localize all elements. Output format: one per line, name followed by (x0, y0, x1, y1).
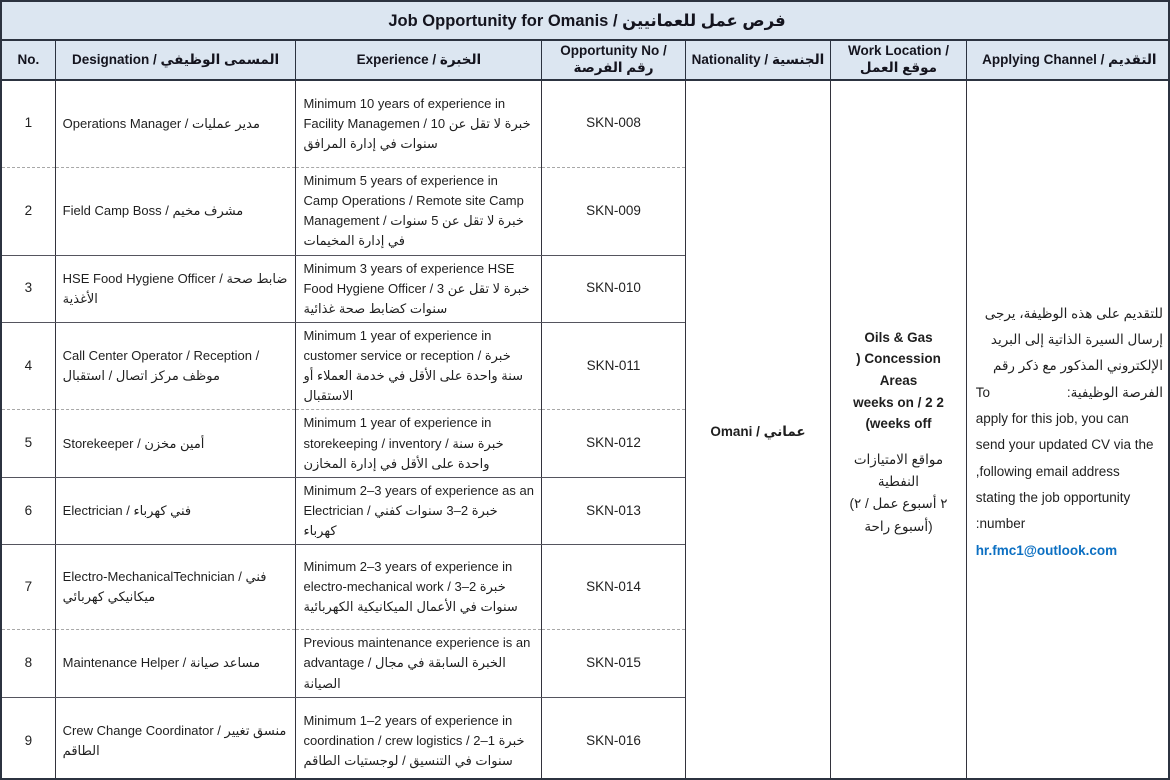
designation-cell: Call Center Operator / Reception / موظف مركز اتصال / استقبال (55, 322, 296, 410)
header-row (2, 40, 1170, 80)
work-location-line: ) Concession Areas (856, 351, 941, 389)
opportunity-no-cell: SKN-015 (542, 630, 685, 697)
experience-cell: Previous maintenance experience is an advantage / الخبرة السابقة في مجال الصيانة (296, 630, 542, 697)
applying-channel-line: إرسال السيرة الذاتية إلى البريد (990, 332, 1163, 348)
work-location-line: مواقع الامتيازات النفطية (853, 451, 944, 490)
designation-cell: Crew Change Coordinator / منسق تغيير الطاقم (55, 697, 296, 780)
experience-cell: Minimum 10 years of experience in Facility Managemen / خبرة لا تقل عن 10 سنوات في إدارة المرافق (296, 80, 542, 167)
row-number: 5 (2, 410, 55, 477)
applying-channel-line: :number (975, 516, 1026, 532)
applying-channel-line: ,following email address (975, 463, 1120, 479)
experience-cell: Minimum 5 years of experience in Camp Operations / Remote site Camp Management / خبرة لا تقل عن 5 سنوات في إدارة المخيمات (296, 167, 542, 255)
header-designation: Designation / المسمى الوظيفي (55, 40, 296, 80)
designation-cell: Operations Manager / مدير عمليات (55, 80, 296, 167)
work-location-arabic (838, 449, 958, 538)
row-number: 6 (2, 477, 55, 544)
nationality-cell: Omani / عماني (685, 80, 830, 780)
designation-cell: Electrician / فني كهرباء (55, 477, 296, 544)
experience-cell: Minimum 3 years of experience HSE Food Hygiene Officer / خبرة لا تقل عن 3 سنوات كضابط صحة غذائية (296, 255, 542, 322)
applying-channel-line (976, 380, 1163, 406)
applying-channel-line: للتقديم على هذه الوظيفة، يرجى (984, 305, 1163, 321)
opportunity-no-cell: SKN-009 (542, 167, 685, 255)
applying-channel-text: الفرصة الوظيفية: (1066, 384, 1163, 400)
applying-channel-line: الإلكتروني المذكور مع ذكر رقم (992, 358, 1163, 374)
application-email-link[interactable]: hr.fmc1@outlook.com (975, 542, 1118, 558)
applying-channel-line: stating the job opportunity (975, 490, 1131, 505)
opportunity-no-cell: SKN-011 (542, 322, 685, 410)
header-nationality: Nationality / الجنسية (685, 40, 830, 80)
applying-channel-line: send your updated CV via the (975, 437, 1154, 453)
designation-cell: Maintenance Helper / مساعد صيانة (55, 630, 296, 697)
experience-cell: Minimum 1 year of experience in customer service or reception / خبرة سنة واحدة على الأقل في خدمة العملاء أو الاستقبال (296, 322, 542, 410)
applying-channel-line: apply for this job, you can (975, 411, 1129, 427)
header-no: No. (2, 40, 55, 80)
work-location-english (838, 327, 958, 435)
header-experience: Experience / الخبرة (296, 40, 542, 80)
page-title: Job Opportunity for Omanis / فرص عمل للعمانيين (2, 2, 1170, 40)
experience-cell: Minimum 2–3 years of experience as an Electrician / خبرة 2–3 سنوات كفني كهرباء (296, 477, 542, 544)
table-row (2, 80, 1170, 167)
row-number: 9 (2, 697, 55, 780)
applying-channel-text: To (975, 384, 990, 400)
opportunity-no-cell: SKN-013 (542, 477, 685, 544)
experience-cell: Minimum 2–3 years of experience in electro-mechanical work / خبرة 2–3 سنوات في الأعمال الميكانيكية الكهربائية (296, 545, 542, 630)
row-number: 2 (2, 167, 55, 255)
header-applying-channel: Applying Channel / التقديم (966, 40, 1170, 80)
experience-cell: Minimum 1–2 years of experience in coordination / crew logistics / خبرة 1–2 سنوات في التنسيق / لوجستيات الطاقم (296, 697, 542, 780)
row-number: 1 (2, 80, 55, 167)
applying-channel-cell (966, 80, 1170, 780)
work-location-line: (٢ أسبوع عمل / ٢ (849, 496, 948, 512)
designation-cell: HSE Food Hygiene Officer / ضابط صحة الأغذية (55, 255, 296, 322)
row-number: 8 (2, 630, 55, 697)
experience-cell: Minimum 1 year of experience in storekeeping / inventory / خبرة سنة واحدة على الأقل في إدارة المخازن (296, 410, 542, 477)
header-opportunity-no: Opportunity No / رقم الفرصة (542, 40, 685, 80)
work-location-line: weeks on / 2 2 (853, 394, 944, 410)
designation-cell: Storekeeper / أمين مخزن (55, 410, 296, 477)
opportunity-no-cell: SKN-010 (542, 255, 685, 322)
job-opportunities-table (2, 2, 1170, 780)
work-location-line: Oils & Gas (864, 329, 933, 345)
header-work-location: Work Location / موقع العمل (831, 40, 966, 80)
designation-cell: Electro-MechanicalTechnician / فني ميكانيكي كهربائي (55, 545, 296, 630)
opportunity-no-cell: SKN-012 (542, 410, 685, 477)
work-location-line: أسبوع راحة) (864, 518, 933, 534)
opportunity-no-cell: SKN-016 (542, 697, 685, 780)
row-number: 7 (2, 545, 55, 630)
designation-cell: Field Camp Boss / مشرف مخيم (55, 167, 296, 255)
work-location-cell (831, 80, 966, 780)
opportunity-no-cell: SKN-008 (542, 80, 685, 167)
row-number: 4 (2, 322, 55, 410)
row-number: 3 (2, 255, 55, 322)
opportunity-no-cell: SKN-014 (542, 545, 685, 630)
work-location-line: (weeks off (865, 416, 932, 432)
title-row (2, 2, 1170, 40)
